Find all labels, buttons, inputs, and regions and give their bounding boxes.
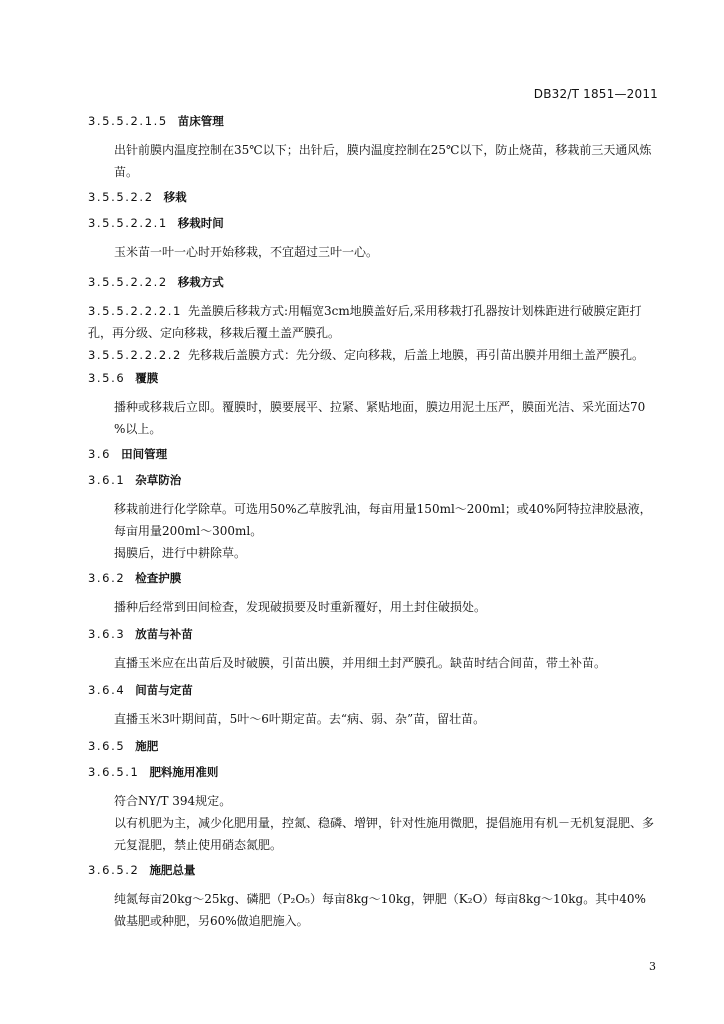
section-title: 杂草防治 xyxy=(135,473,182,487)
paragraph xyxy=(88,498,656,564)
section-title: 施肥 xyxy=(135,739,159,753)
paragraph xyxy=(88,790,656,856)
section-heading xyxy=(88,472,181,488)
section-heading xyxy=(88,682,193,698)
section-title: 移栽时间 xyxy=(177,216,224,230)
paragraph xyxy=(88,241,656,263)
section-title: 间苗与定苗 xyxy=(135,683,193,697)
section-heading xyxy=(88,570,181,586)
paragraph-text: 以有机肥为主，减少化肥用量，控氮、稳磷、增钾，针对性施用微肥，提倡施用有机－无机复混肥、多元复混肥，禁止使用硝态氮肥。 xyxy=(114,816,655,852)
section-heading xyxy=(88,370,158,386)
section-number: 3.6 xyxy=(88,447,112,461)
section-number: 3.6.2 xyxy=(88,571,126,585)
paragraph xyxy=(88,596,656,618)
section-heading xyxy=(88,274,224,290)
paragraph xyxy=(88,300,656,366)
paragraph xyxy=(88,396,656,440)
section-number: 3.6.4 xyxy=(88,683,126,697)
paragraph-text: 先移栽后盖膜方式：先分级、定向移栽，后盖上地膜，再引苗出膜并用细土盖严膜孔。 xyxy=(187,348,644,362)
section-title: 放苗与补苗 xyxy=(135,627,193,641)
section-number: 3.6.5.1 xyxy=(88,765,140,779)
section-number: 3.5.5.2.2.2.2 xyxy=(88,348,182,362)
paragraph-text: 纯氮每亩20kg～25kg、磷肥（P₂O₅）每亩8kg～10kg，钾肥（K₂O）每亩8kg～10kg。其中40%做基肥或种肥，另60%做追肥施入。 xyxy=(114,892,646,928)
section-number: 3.6.5 xyxy=(88,739,126,753)
paragraph xyxy=(88,708,656,730)
section-number: 3.5.5.2.2.1 xyxy=(88,216,168,230)
paragraph-text: 先盖膜后移栽方式:用幅宽3cm地膜盖好后,采用移栽打孔器按计划株距进行破膜定距打孔，再分级、定向移栽，移栽后覆土盖严膜孔。 xyxy=(88,304,642,340)
section-title: 肥料施用准则 xyxy=(149,765,219,779)
section-heading xyxy=(88,862,195,878)
section-number: 3.5.5.2.1.5 xyxy=(88,114,168,128)
paragraph xyxy=(88,888,656,932)
paragraph-text: 揭膜后，进行中耕除草。 xyxy=(114,546,247,560)
section-title: 覆膜 xyxy=(135,371,159,385)
section-heading xyxy=(88,626,193,642)
paragraph-text: 直播玉米应在出苗后及时破膜，引苗出膜，并用细土封严膜孔。缺苗时结合间苗，带土补苗。 xyxy=(114,656,607,670)
paragraph-text: 移栽前进行化学除草。可选用50%乙草胺乳油，每亩用量150ml～200ml；或40%阿特拉津胶悬液，每亩用量200ml～300ml。 xyxy=(114,502,652,538)
standard-code: DB32/T 1851—2011 xyxy=(533,87,658,101)
section-title: 施肥总量 xyxy=(149,863,196,877)
section-number: 3.5.6 xyxy=(88,371,126,385)
section-heading xyxy=(88,215,224,231)
section-title: 苗床管理 xyxy=(177,114,224,128)
section-number: 3.5.5.2.2.2 xyxy=(88,275,168,289)
numbered-paragraph xyxy=(88,300,656,344)
page-number: 3 xyxy=(649,960,656,973)
paragraph xyxy=(88,652,656,674)
section-heading xyxy=(88,446,167,462)
paragraph-text: 播种后经常到田间检查，发现破损要及时重新覆好，用土封住破损处。 xyxy=(114,600,487,614)
section-number: 3.6.3 xyxy=(88,627,126,641)
paragraph xyxy=(88,139,656,183)
paragraph-text: 播种或移栽后立即。覆膜时，膜要展平、拉紧、紧贴地面，膜边用泥土压严，膜面光洁、采光面达70 %以上。 xyxy=(114,400,646,436)
section-number: 3.5.5.2.2 xyxy=(88,190,154,204)
section-heading xyxy=(88,189,187,205)
section-heading xyxy=(88,738,158,754)
section-number: 3.6.5.2 xyxy=(88,863,140,877)
paragraph-text: 玉米苗一叶一心时开始移栽，不宜超过三叶一心。 xyxy=(114,245,379,259)
section-title: 移栽方式 xyxy=(177,275,224,289)
section-heading xyxy=(88,764,218,780)
section-title: 移栽 xyxy=(163,190,187,204)
numbered-paragraph xyxy=(88,344,656,366)
paragraph-text: 出针前膜内温度控制在35℃以下；出针后，膜内温度控制在25℃以下，防止烧苗，移栽前三天通风炼苗。 xyxy=(114,143,652,179)
section-number: 3.5.5.2.2.2.1 xyxy=(88,304,182,318)
section-title: 检查护膜 xyxy=(135,571,182,585)
section-title: 田间管理 xyxy=(121,447,168,461)
paragraph-text: 直播玉米3叶期间苗，5叶～6叶期定苗。去“病、弱、杂”苗，留壮苗。 xyxy=(114,712,486,726)
section-heading xyxy=(88,113,224,129)
paragraph-text: 符合NY/T 394规定。 xyxy=(114,794,232,808)
section-number: 3.6.1 xyxy=(88,473,126,487)
